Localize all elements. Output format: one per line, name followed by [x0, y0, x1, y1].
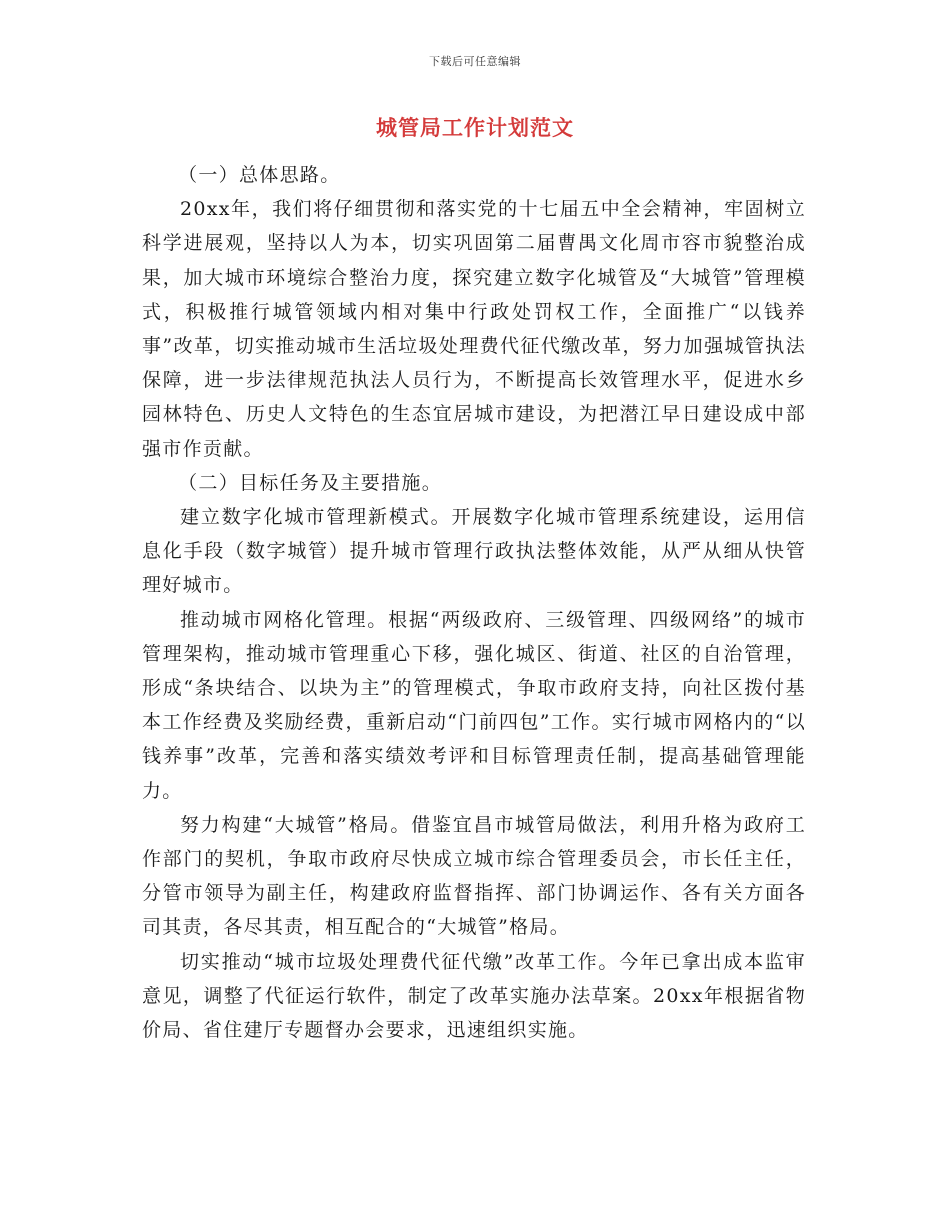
section-heading-overall-approach: （一）总体思路。: [178, 164, 341, 186]
paragraph-big-urban-management: 努力构建“大城管”格局。借鉴宜昌市城管局做法，利用升格为政府工作部门的契机，争取市政府尽快成立城市综合管理委员会，市长任主任，分管市领导为副主任，构建政府监督指挥、部门协调运作、各有关方面各司其责，各尽其责，相互配合的“大城管”格局。: [142, 813, 806, 939]
document-title: 城管局工作计划范文: [376, 116, 574, 140]
document-body: [142, 158, 806, 1047]
section-heading-goals-measures: （二）目标任务及主要措施。: [178, 471, 442, 494]
paragraph-garbage-fee-reform: 切实推动“城市垃圾处理费代征代缴”改革工作。今年已拿出成本监审意见，调整了代征运行软件，制定了改革实施办法草案。20xx年根据省物价局、省住建厅专题督办会要求，迅速组织实施。: [142, 950, 806, 1042]
paragraph-overall-approach: 20xx年，我们将仔细贯彻和落实党的十七届五中全会精神，牢固树立科学进展观，坚持以人为本，切实巩固第二届曹禺文化周市容市貌整治成果，加大城市环境综合整治力度，探究建立数字化城管及“大城管”管理模式，积极推行城管领域内相对集中行政处罚权工作，全面推广“以钱养事”改革，切实推动城市生活垃圾处理费代征代缴改革，努力加强城管执法保障，进一步法律规范执法人员行为，不断提高长效管理水平，促进水乡园林特色、历史人文特色的生态宜居城市建设，为把潜江早日建设成中部强市作贡献。: [142, 198, 806, 460]
paragraph-digital-management: 建立数字化城市管理新模式。开展数字化城市管理系统建设，运用信息化手段（数字城管）提升城市管理行政执法整体效能，从严从细从快管理好城市。: [142, 506, 806, 597]
paragraph-grid-management: 推动城市网格化管理。根据“两级政府、三级管理、四级网络”的城市管理架构，推动城市管理重心下移，强化城区、街道、社区的自治管理，形成“条块结合、以块为主”的管理模式，争取市政府支持，向社区拨付基本工作经费及奖励经费，重新启动“门前四包”工作。实行城市网格内的“以钱养事”改革，完善和落实绩效考评和目标管理责任制，提高基础管理能力。: [142, 608, 806, 802]
header-note: 下载后可任意编辑: [429, 55, 521, 68]
